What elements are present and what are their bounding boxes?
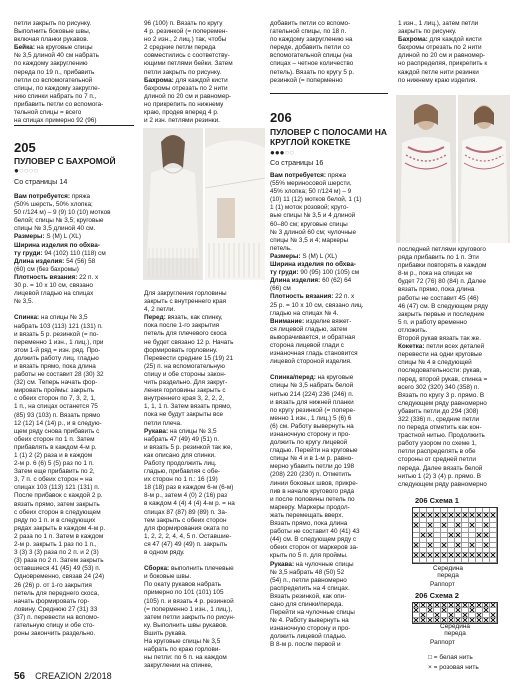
- text-line: 4, 2 петли.: [144, 306, 176, 314]
- text-line: набрать 103 (113) 121 (131) п.: [14, 322, 103, 330]
- text-line: гладью. Перейти на круговые: [270, 447, 358, 455]
- chart-cell: [434, 558, 441, 563]
- text-line: последней петлями кругового: [398, 246, 486, 253]
- text-line: По окату рукавов набрать: [144, 581, 221, 589]
- text-line: менно 1 изн., 1 лиц.) 5 (6) 6: [270, 414, 352, 422]
- text-line: белой; спицы № 3,5; круговые: [14, 217, 104, 225]
- photo-pullover-205-detail: [205, 128, 265, 280]
- text-line: прибавить петли со вспомога-: [14, 100, 104, 108]
- text-line: спицы, по каждому закругле-: [14, 84, 100, 92]
- text-line: Вязать резинкой, как опи-: [270, 592, 347, 600]
- text-line: Вам потребуется: пряжа: [270, 172, 347, 179]
- text-line: 1 (1) моток розовой; круго-: [270, 204, 349, 212]
- text-line: и вязать 5 р. резинкой (= по-: [14, 330, 99, 338]
- text-line: как описано для спинки.: [144, 451, 216, 459]
- text-line: но распределяя, прикрепить к: [398, 60, 488, 68]
- text-line: работы не составит 40 (41) 43: [270, 528, 360, 536]
- text-line: в каждом 4 (4) 4 (4) 4-м р. = на: [144, 500, 235, 508]
- text-line: должить лицевой гладью.: [270, 633, 347, 641]
- text-line: гательной спицы, по 18 п.: [270, 28, 347, 36]
- text-line: формировать горловину.: [144, 346, 218, 354]
- text-line: ловину. Среднюю 27 (31) 33: [14, 605, 98, 613]
- schema-1-label1: Середина: [433, 565, 464, 572]
- text-line: следующем ряду равномерно: [398, 480, 487, 488]
- text-line: пив в начале кругового ряда: [270, 487, 355, 495]
- text-line: изнаночную сторону и про-: [270, 431, 351, 438]
- text-line: нию спинки набрать по 7 п.,: [14, 92, 97, 100]
- text-line: 2 раза по 1 п. Затем в каждом: [14, 532, 104, 540]
- text-line: (50% шерсть, 50% хлопка;: [14, 201, 93, 209]
- schema-1-center-label: [433, 565, 463, 579]
- text-line: 1 изн., 1 лиц.), затем петли: [398, 20, 479, 27]
- text-line: щем ряду снова прибавить с: [14, 427, 100, 435]
- text-line: петли со вспомогательной: [14, 76, 93, 84]
- text-line: работы не составит 28 (30) 32: [14, 371, 104, 379]
- text-line: изнаночную сторону и про-: [270, 625, 351, 633]
- text-line: и 2 изн. петлями резинки.: [144, 117, 220, 125]
- text-line: (60) см (без бахромы): [14, 265, 79, 273]
- text-line: Для закругления горловины: [144, 290, 227, 297]
- chart-cell: [427, 558, 434, 563]
- text-line: Размеры: S (M) L (XL): [14, 233, 81, 241]
- text-line: (54) п., петли равномерно: [270, 576, 347, 584]
- text-line: Бахрома: для каждой кисти: [398, 36, 482, 44]
- text-line: Вязать прямо, пока длина: [270, 520, 348, 528]
- text-line: Работу продолжить лиц.: [144, 459, 217, 467]
- schema-1-title: 206 Схема 1: [415, 496, 459, 505]
- text-line: включая планки рукавов.: [14, 36, 89, 44]
- schema-1-label2: переда: [437, 572, 459, 579]
- text-line: вспомогательной спицы (на: [270, 52, 353, 60]
- text-line: спицах – четное количество: [270, 60, 354, 68]
- schema-2-rapport: Раппорт: [430, 639, 455, 646]
- text-line: тельной спицы = всего: [14, 109, 82, 117]
- text-line: гладью на спицах № 4.: [270, 309, 339, 317]
- text-line: лицевой гладью на спицах: [14, 290, 94, 298]
- schema-2-grid: [412, 602, 498, 624]
- text-line: Перейти на чулочные спицы: [270, 609, 355, 617]
- text-line: в одном ряду.: [144, 549, 185, 556]
- text-line: Спинка: на спицы № 3,5: [14, 314, 88, 322]
- text-line: вязать прямо, затем закрыть: [14, 500, 100, 508]
- text-line: Перевести средние 15 (19) 21: [144, 354, 234, 362]
- text-line: но 2 изн., 2 лиц.) так, чтобы: [144, 36, 227, 44]
- text-line: прибавки повторять в каждом: [398, 262, 487, 270]
- text-line: длиной по 20 см и равномер-: [398, 52, 486, 60]
- chart-cell: [483, 558, 490, 563]
- text-line: ления горловины закрыть с: [144, 387, 226, 395]
- text-line: тем закрыть с обеих сторон: [144, 516, 227, 524]
- text-line: трастной нитью. Продолжить: [398, 432, 485, 440]
- photo-pullover-206-front: [396, 95, 456, 243]
- text-line: но прикрепить по нижнему: [144, 100, 224, 108]
- section-205-title: ПУЛОВЕР С БАХРОМОЙ: [14, 156, 116, 166]
- text-line: Рукава: на чулочные спицы: [270, 560, 354, 568]
- text-line: 18 (18) раз в каждом 6-м (6-м): [144, 484, 234, 492]
- difficulty-dots: ●○○○○: [14, 166, 39, 175]
- text-line: петель для переднего скоса,: [14, 589, 99, 597]
- text-line: спицы № 3,5 набрать белой: [270, 382, 354, 390]
- text-line: Ширина изделия по обхва-: [270, 261, 356, 269]
- col4-top-text: [398, 20, 508, 90]
- text-line: прибавлять в каждом 4-м р.: [14, 443, 97, 451]
- text-line: этом 1-й ряд = изн. ряд. Про-: [14, 346, 101, 354]
- text-line: спицу и обе стороны закон-: [144, 370, 226, 378]
- chart-cell: [469, 618, 476, 623]
- text-line: гладью, прибавляя с обе-: [144, 468, 220, 476]
- chart-cell: [455, 558, 462, 563]
- chart-cell: [420, 558, 427, 563]
- text-line: 96 (100) п. Вязать по кругу: [144, 20, 223, 27]
- text-line: № 3,5 длиной 40 см набрать: [14, 52, 99, 60]
- page-number: 56: [14, 671, 26, 682]
- text-line: петли распределять в обе: [398, 448, 476, 456]
- chart-cell: [469, 558, 476, 563]
- text-line: переда по 19 п., прибавить: [14, 68, 95, 76]
- text-line: [14, 306, 136, 314]
- text-line: Сборка: выполнить плечевые: [144, 565, 234, 573]
- text-line: Бейка: на круговые спицы: [14, 44, 93, 52]
- text-line: следующем ряду равномерно: [398, 399, 487, 407]
- cross-icon: ×: [428, 664, 432, 671]
- text-line: по каждому закруглению на: [270, 36, 353, 44]
- text-line: (25) п. на вспомогательную: [144, 362, 225, 370]
- text-line: перевести на одни круговые: [398, 351, 483, 359]
- text-line: На круговые спицы № 3,5: [144, 638, 221, 646]
- chart-cell: [420, 618, 427, 623]
- text-line: 2-м р. закрыть 1 раз по 1 п.,: [14, 541, 97, 549]
- text-line: (105) п. и вязать 4 р. резинкой: [144, 597, 234, 605]
- text-line: Затем еще прибавить по 2,: [14, 468, 95, 476]
- text-line: ряду по 1 п. и в следующих: [14, 516, 96, 524]
- text-line: нитью 1 (2) 3 (4) р. прямо. В: [398, 472, 482, 480]
- text-line: Одновременно, связав 24 (24): [14, 573, 105, 581]
- text-line: убавить петли до 294 (308): [398, 407, 479, 415]
- text-line: Плотность вязания: 22 п. х: [14, 273, 99, 281]
- text-line: [144, 557, 264, 565]
- text-line: распределить на 4 спицах.: [270, 584, 350, 592]
- text-line: 2 средние петли переда: [144, 44, 216, 52]
- text-line: по кругу резинкой (= попере-: [270, 406, 356, 414]
- text-line: № 3,5 набрать 48 (50) 52: [270, 568, 345, 576]
- text-line: оставшиеся 41 (45) 49 (53) п.: [14, 565, 101, 573]
- text-line: В 8-м р. после первой и: [270, 641, 341, 649]
- text-line: роны закончить раздельно.: [14, 630, 96, 638]
- text-line: каждой петле нити резинки: [398, 68, 479, 76]
- text-line: (6) см. Работу вывернуть на: [270, 422, 354, 430]
- text-line: 1, 2, 2, 2, 4, 4, 5 п. Оставшие-: [144, 532, 232, 540]
- text-line: линии боковых швов, прикре-: [270, 479, 358, 487]
- text-line: 322 (336) п., средние петли: [398, 415, 480, 423]
- text-line: закрыть с внутреннего края: [144, 298, 227, 306]
- legend-pink: × = розовая нить: [428, 664, 479, 671]
- text-line: набрать 47 (49) 49 (51) п.: [144, 435, 220, 443]
- text-line: перед, второй рукав, спинка =: [398, 375, 488, 383]
- text-line: должить работу лиц. гладью: [14, 354, 99, 362]
- chart-cell: [490, 618, 497, 623]
- text-line: Бахрома: для каждой кисти: [144, 76, 228, 84]
- text-line: работы не составит 45 (46): [398, 294, 479, 302]
- text-line: После прибавок с каждой 2 р.: [14, 492, 103, 500]
- section-205-page-ref: Со страницы 14: [14, 177, 68, 186]
- text-line: должить по кругу лицевой: [270, 439, 348, 447]
- text-line: набрать по краю горлови-: [144, 646, 221, 654]
- text-line: (85) 93 (103) п. Вязать прямо: [14, 411, 101, 419]
- text-line: 25 р. = 10 х 10 см, связано лиц.: [270, 301, 364, 309]
- text-line: мерно убавить петли до 198: [270, 463, 355, 471]
- text-line: для формирования оката по: [144, 524, 229, 532]
- schema-2-label1: Середина: [440, 623, 471, 630]
- text-line: Рукава: на спицы № 3,5: [144, 427, 217, 435]
- text-line: Вшить рукава.: [144, 629, 187, 637]
- text-line: петель.: [270, 244, 292, 252]
- text-line: петли закрыть по рисунку.: [14, 20, 92, 27]
- text-line: Вам потребуется: пряжа: [14, 193, 91, 200]
- text-line: 30 р. = 10 х 10 см, связано: [14, 282, 93, 290]
- text-line: Длина изделия: 60 (62) 64: [270, 277, 352, 285]
- text-line: 5 п. и работу временно: [398, 318, 467, 326]
- text-line: спицах 103 (113) 121 (131) п.: [14, 484, 100, 492]
- text-line: (208) 220 (230) п. Отметить: [270, 471, 352, 479]
- text-line: Второй рукав вязать так же.: [398, 335, 481, 343]
- text-line: 50 г/124 м) – 9 (9) 10 (10) мотков: [14, 209, 111, 217]
- text-line: (55% мериносовой шерсти,: [270, 180, 352, 188]
- chart-cell: [490, 558, 497, 563]
- text-line: 8-м р., пока на спицах не: [398, 270, 473, 278]
- text-line: 1 (1) 2 (2) раза и в каждом: [14, 452, 93, 459]
- text-line: будет 72 (76) 80 (84) п. Далее: [398, 278, 487, 286]
- text-line: чить раздельно. Для закруг-: [144, 379, 228, 387]
- schema-2-center-label: [440, 623, 470, 637]
- text-line: мировать проймы: закрыть: [14, 387, 95, 395]
- text-line: 46 (47) см. В следующем ряду: [398, 302, 489, 310]
- section-divider: [14, 125, 134, 126]
- section-205-body: [14, 193, 136, 658]
- photo-pullover-206-detail: [458, 95, 510, 243]
- text-line: и вязать прямо, пока длина: [14, 362, 96, 370]
- text-line: № 4. Работу вывернуть на: [270, 617, 349, 625]
- text-line: крыть по 5 п. для проймы.: [270, 552, 348, 560]
- text-line: длиной по 20 см и равномер-: [144, 92, 232, 100]
- section-206-body: [270, 172, 390, 660]
- section-205-number: 205: [14, 140, 36, 155]
- text-line: совместились с соответству-: [144, 52, 230, 60]
- text-line: (3) раза по 2 п. Затем закрыть: [14, 557, 104, 565]
- text-line: жать перемещать вверх.: [270, 511, 344, 519]
- text-line: ны петли: по 6 п. на каждом: [144, 654, 227, 662]
- text-line: по переда отметить как кон-: [398, 424, 482, 432]
- text-line: [270, 366, 390, 374]
- section-206-number: 206: [270, 110, 292, 125]
- text-line: и после половины петель по: [270, 495, 355, 503]
- text-line: добавить петли со вспомо-: [270, 20, 351, 27]
- text-line: нитью 214 (224) 236 (246) п.: [270, 390, 354, 398]
- text-line: сано для спинки/переда.: [270, 600, 344, 608]
- chart-cell: [441, 558, 448, 563]
- text-line: 26 (26) р. от 1-го закрытия: [14, 581, 92, 589]
- text-line: Плотность вязания: 22 п. х: [270, 293, 355, 301]
- text-line: ющими петлями бейки. Затем: [144, 60, 233, 68]
- col1-top-text: [14, 20, 134, 130]
- chart-cell: [427, 618, 434, 623]
- text-line: краю, продев вперед 4 р.: [144, 109, 219, 117]
- text-line: 45% хлопка; 50 г/124 м) – 9: [270, 188, 352, 196]
- text-line: петли плеча.: [144, 419, 182, 427]
- text-line: обеих сторон от маркеров за-: [270, 544, 359, 552]
- difficulty-dots: ●●●○○: [270, 148, 295, 157]
- legend-white: □ = белая нить: [428, 654, 473, 661]
- text-line: маркеру. Маркеры продол-: [270, 503, 350, 511]
- text-line: Спинка/перед: на круговые: [270, 374, 354, 382]
- text-line: не будет связано 12 р. Начать: [144, 338, 234, 346]
- schema-2-label2: переда: [444, 630, 466, 637]
- page-footer: [14, 671, 112, 682]
- magazine-name: CREAZION 2/2018: [35, 671, 112, 681]
- chart-cell: [448, 558, 455, 563]
- text-line: затем петли закрыть по рисун-: [144, 613, 236, 621]
- col3-top-text: [270, 20, 388, 90]
- text-line: резинкой (= поперменно: [270, 76, 343, 84]
- text-line: 1 п., на спицах останется 75: [14, 403, 98, 411]
- section-206-page-ref: Со страницы 16: [270, 158, 324, 167]
- text-line: петель для плечевого скоса: [144, 330, 227, 338]
- text-line: ту груди: 94 (102) 110 (118) см: [14, 249, 106, 257]
- schema-1-grid: [412, 507, 498, 564]
- text-line: 4 р. резинкой (= поперемен-: [144, 28, 228, 36]
- text-line: переде, добавить петли со: [270, 44, 350, 52]
- section-205-col2-bottom: [144, 290, 264, 670]
- section-205-col2-top: [144, 20, 262, 130]
- text-line: (= поперменно 1 изн., 1 лиц.),: [144, 605, 233, 613]
- text-line: по каждому закруглению: [14, 60, 88, 68]
- text-line: ку. Выполнить швы рукавов.: [144, 621, 228, 629]
- text-line: переменно 1 изн., 1 лиц.), при: [14, 338, 104, 346]
- text-line: 1, 1, 1 п. Затем вязать прямо,: [144, 403, 232, 411]
- text-line: вые спицы № 3,5 и 4 длиной: [270, 212, 356, 220]
- text-line: последовательности: рукав,: [398, 367, 482, 375]
- text-line: всего 302 (320) 340 (358) п.: [398, 383, 480, 391]
- text-line: ту груди: 90 (95) 100 (105) см: [270, 269, 360, 277]
- chart-cell: [483, 618, 490, 623]
- text-line: спицы № 3,5 и 4; маркеры: [270, 236, 349, 244]
- text-line: гательную спицу и обе сто-: [14, 621, 95, 629]
- text-line: Выполнить боковые швы,: [14, 28, 91, 36]
- text-line: спицы № 4 и в 1-м р. равно-: [270, 455, 354, 463]
- text-line: начать формировать гор-: [14, 597, 90, 605]
- text-line: и вязать 5 р. резинкой так же,: [144, 443, 233, 451]
- text-line: петли закрыть по рисунку.: [144, 68, 222, 76]
- text-line: рядах закрыть в каждом 4-м р.: [14, 524, 106, 532]
- section-206-col4-bottom: [398, 246, 510, 494]
- chart-cell: [413, 618, 420, 623]
- text-line: (44) см. В следующем ряду с: [270, 536, 357, 544]
- text-line: внутреннего края 3, 2, 2, 2,: [144, 395, 225, 403]
- text-line: закрыть по рисунку.: [398, 28, 457, 36]
- text-line: Ширина изделия по обхва-: [14, 241, 100, 249]
- text-line: бахромы отрезать по 2 нити: [398, 44, 482, 52]
- text-line: № 3 длиной 60 см; чулочные: [270, 228, 357, 236]
- text-line: работу узором по схеме 1,: [398, 440, 477, 448]
- text-line: 60–80 см; круговые спицы: [270, 220, 348, 228]
- text-line: 12 (12) 14 (14) р., и в следую-: [14, 419, 102, 427]
- text-line: на спицах примерно 92 (96): [14, 117, 97, 125]
- text-line: обеих сторон по 1 п. Затем: [14, 435, 95, 443]
- schema-2-title: 206 Схема 2: [415, 591, 459, 600]
- text-line: (37) п. перевести на вспомо-: [14, 613, 100, 621]
- text-line: и вязать для нижней планки: [270, 398, 354, 406]
- text-line: Длина изделия: 54 (56) 58: [14, 257, 96, 265]
- text-line: изнаночная гладь становится: [270, 350, 358, 358]
- text-line: с обеих сторон в следующем: [14, 508, 101, 516]
- text-line: (32) см. Теперь начать фор-: [14, 379, 98, 387]
- text-line: стороны от средней петли: [398, 456, 476, 464]
- text-line: и боковые швы.: [144, 573, 192, 581]
- text-line: (10) 11 (12) мотков белой, 1 (1): [270, 196, 362, 204]
- text-line: закрыть первые и последние: [398, 310, 485, 318]
- text-line: 3, 7 п. с обеих сторон = на: [14, 476, 93, 484]
- text-line: пока после 1-го закрытия: [144, 322, 220, 330]
- chart-cell: [476, 558, 483, 563]
- text-line: ряда прибавить по 1 п. Эти: [398, 254, 479, 262]
- text-line: ся 47 (47) 49 (49) п. закрыть: [144, 540, 228, 548]
- text-line: 3 (3) 3 (3) раза по 2 п. и 2 (3): [14, 549, 99, 557]
- text-line: № 3,5.: [14, 298, 34, 306]
- text-line: лицевой стороной изделия.: [270, 358, 352, 366]
- section-206-title: ПУЛОВЕР С ПОЛОСАМИ НА КРУГЛОЙ КОКЕТКЕ: [270, 127, 387, 147]
- chart-cell: [462, 558, 469, 563]
- text-line: переда. Далее вязать белой: [398, 464, 483, 472]
- text-line: петель). Вязать по кругу 5 р.: [270, 68, 354, 76]
- chart-cell: [413, 558, 420, 563]
- text-line: Размеры: S (M) L (XL): [270, 252, 337, 260]
- text-line: отложить.: [398, 326, 428, 334]
- photo-pullover-205-front: [143, 128, 203, 280]
- text-line: спицы № 3,5 длиной 40 см.: [14, 225, 96, 233]
- text-line: их сторон по 1 п.: 16 (19): [144, 476, 218, 484]
- text-line: примерно по 101 (101) 105: [144, 589, 224, 597]
- schema-1-rapport: Раппорт: [430, 581, 455, 588]
- text-line: пока не будут закрыты все: [144, 411, 224, 419]
- text-line: по нижнему краю изделия.: [398, 76, 478, 84]
- text-line: Кокетка: петли всех деталей: [398, 343, 485, 351]
- text-line: с обеих сторон по 7, 3, 2, 1,: [14, 395, 96, 403]
- text-line: спицы № 4 в следующей: [398, 359, 472, 367]
- text-line: спицах 87 (87) 89 (89) п. За-: [144, 508, 228, 516]
- text-line: Перед: вязать, как спинку,: [144, 314, 223, 322]
- text-line: 2-м р. 6 (6) 5 (5) раз по 1 п.: [14, 460, 94, 468]
- text-line: закруглении на спинке,: [144, 662, 213, 670]
- text-line: ся лицевой гладью, затем: [270, 325, 348, 333]
- text-line: 8-м р., затем 4 (0) 2 (16) раз: [144, 492, 228, 500]
- text-line: вязать прямо, пока длина: [398, 286, 475, 294]
- text-line: Внимание: изделие вяжет-: [270, 317, 352, 325]
- chart-cell: [476, 618, 483, 623]
- section-divider: [270, 93, 388, 94]
- text-line: Вязать по кругу 3 р. прямо. В: [398, 391, 485, 399]
- text-line: бахромы отрезать по 2 нити: [144, 84, 228, 92]
- text-line: (66) см: [270, 285, 291, 293]
- white-square-icon: □: [428, 654, 432, 661]
- text-line: выворачивается, и обратная: [270, 333, 356, 341]
- text-line: сторона лицевой глади с: [270, 341, 344, 349]
